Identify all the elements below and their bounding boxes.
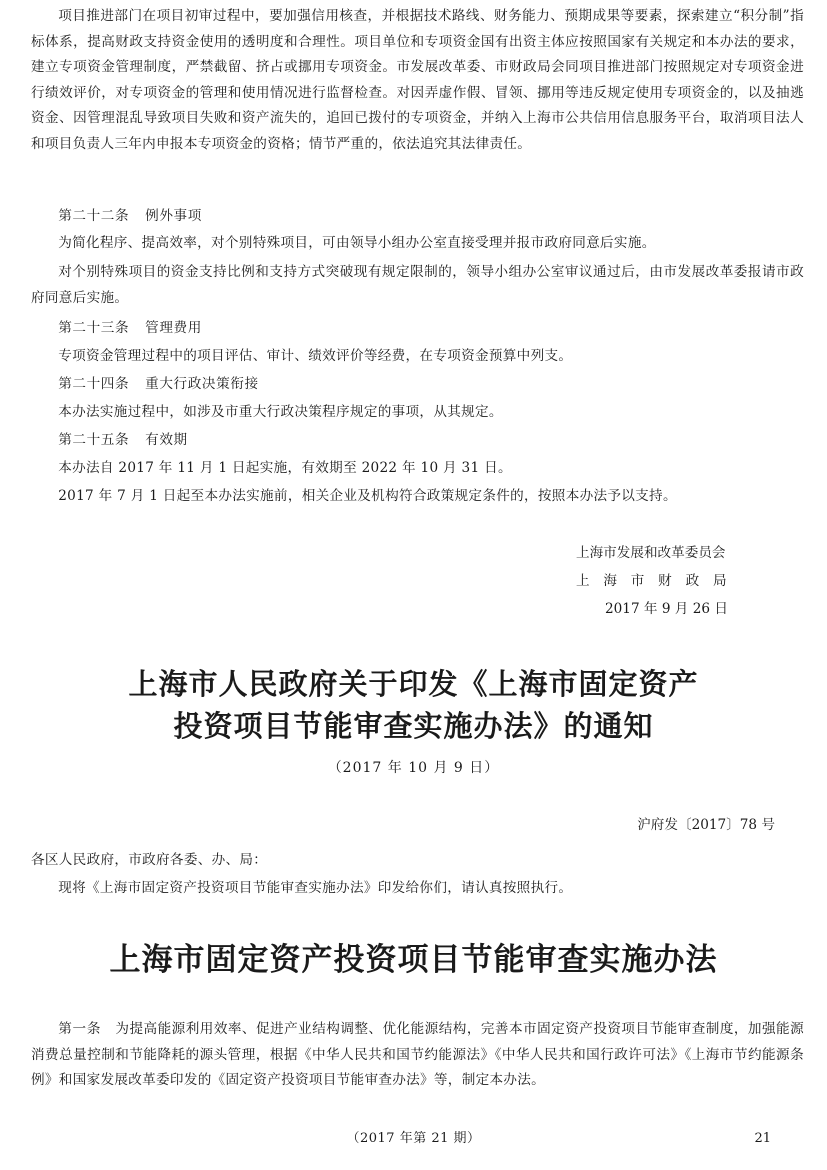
article-1-text: 为提高能源利用效率、促进产业结构调整、优化能源结构，完善本市固定资产投资项目节能审查制度，加强能源消费总量控制和节能降耗的源头管理，根据《中华人民共和国节约能源法》《中华人民共和国行政许可法》《上海市节约能源条例》和国家发展改革委印发的《固定资产投资项目节能审查办法》等，制定本办法。 — [31, 1021, 804, 1088]
measures-article-1 — [31, 1017, 804, 1094]
article-25-paragraph-2: 2017 年 7 月 1 日起至本办法实施前，相关企业及机构符合政策规定条件的，按照本办法予以支持。 — [58, 488, 677, 504]
measures-title: 上海市固定资产投资项目节能审查实施办法 — [109, 942, 718, 978]
page-number: 21 — [754, 1131, 771, 1146]
article-22-heading — [31, 204, 804, 229]
footer-issue: （2017 年第 21 期） — [346, 1131, 481, 1146]
article-23-title: 管理费用 — [145, 320, 202, 336]
notice-title-line-1: 上海市人民政府关于印发《上海市固定资产 — [128, 667, 699, 701]
article-25-paragraph-1: 本办法自 2017 年 11 月 1 日起实施，有效期至 2022 年 10 月 31 日。 — [58, 460, 512, 476]
article-24-heading — [31, 372, 804, 397]
notice-title-line-2: 投资项目节能审查实施办法》的通知 — [173, 709, 654, 743]
article-23-paragraph-1: 专项资金管理过程中的项目评估、审计、绩效评价等经费，在专项资金预算中列支。 — [58, 348, 573, 364]
article-24-title: 重大行政决策衔接 — [145, 376, 259, 392]
article-24-paragraph-1: 本办法实施过程中，如涉及市重大行政决策程序规定的事项，从其规定。 — [58, 404, 503, 420]
document-number: 沪府发〔2017〕78 号 — [637, 817, 775, 833]
article-1-label: 第一条 — [58, 1021, 102, 1037]
signature-org-2: 上海市财政局 — [576, 573, 741, 589]
article-22-paragraph-1: 为简化程序、提高效率，对个别特殊项目，可由领导小组办公室直接受理并报市政府同意后实施。 — [58, 235, 656, 251]
article-25-label: 第二十五条 — [58, 432, 130, 448]
article-22-title: 例外事项 — [145, 208, 202, 224]
article-23-label: 第二十三条 — [58, 320, 130, 336]
signature-date: 2017 年 9 月 26 日 — [605, 601, 728, 617]
article-23-heading — [31, 316, 804, 341]
notice-date: （2017 年 10 月 9 日） — [327, 760, 500, 776]
paragraph-supervision: 项目推进部门在项目初审过程中，要加强信用核查，并根据技术路线、财务能力、预期成果等要素，探索建立“积分制”指标体系，提高财政支持资金使用的透明度和合理性。项目单位和专项资金国有出资主体应按照国家有关规定和本办法的要求，建立专项资金管理制度，严禁截留、挤占或挪用专项资金。市发展改革委、市财政局会同项目推进部门按照规定对专项资金进行绩效评价，对专项资金的管理和使用情况进行监督检查。对因弄虚作假、冒领、挪用等违反规定使用专项资金的，以及抽逃资金、因管理混乱导致项目失败和资产流失的，追回已拨付的专项资金，并纳入上海市公共信用信息服务平台，取消项目法人和项目负责人三年内申报本专项资金的资格；情节严重的，依法追究其法律责任。 — [31, 8, 804, 152]
article-24-label: 第二十四条 — [58, 376, 130, 392]
notice-addressee: 各区人民政府，市政府各委、办、局： — [31, 852, 268, 868]
signature-org-1: 上海市发展和改革委员会 — [576, 545, 726, 561]
article-22-paragraph-2: 对个别特殊项目的资金支持比例和支持方式突破现有规定限制的，领导小组办公室审议通过后，由市发展改革委报请市政府同意后实施。 — [31, 264, 804, 306]
article-22-label: 第二十二条 — [58, 208, 130, 224]
article-25-title: 有效期 — [145, 432, 188, 448]
notice-body: 现将《上海市固定资产投资项目节能审查实施办法》印发给你们，请认真按照执行。 — [58, 880, 573, 896]
article-25-heading — [31, 428, 804, 453]
